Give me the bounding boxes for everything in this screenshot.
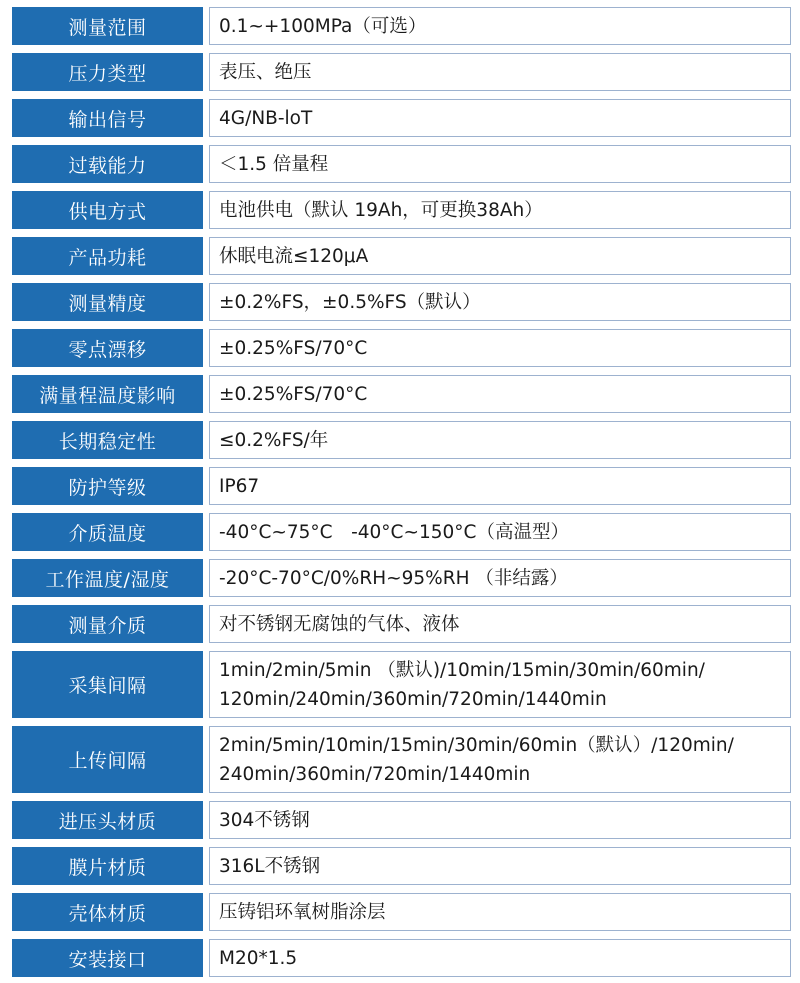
spec-table bbox=[12, 7, 791, 977]
spec-row-medium bbox=[12, 605, 791, 643]
spec-row-zero-drift bbox=[12, 329, 791, 367]
spec-row-upload-interval bbox=[12, 726, 791, 793]
spec-label: 安装接口 bbox=[12, 939, 203, 977]
spec-label: 零点漂移 bbox=[12, 329, 203, 367]
spec-value: 1min/2min/5min （默认)/10min/15min/30min/60min/ 120min/240min/360min/720min/1440min bbox=[209, 651, 791, 718]
spec-row-long-term-stability bbox=[12, 421, 791, 459]
spec-value: 2min/5min/10min/15min/30min/60min（默认）/120min/ 240min/360min/720min/1440min bbox=[209, 726, 791, 793]
spec-row-inlet-material bbox=[12, 801, 791, 839]
spec-value: 压铸铝环氧树脂涂层 bbox=[209, 893, 791, 931]
spec-label: 测量精度 bbox=[12, 283, 203, 321]
spec-value: 休眠电流≤120μA bbox=[209, 237, 791, 275]
spec-label: 壳体材质 bbox=[12, 893, 203, 931]
spec-row-power-supply bbox=[12, 191, 791, 229]
spec-value: IP67 bbox=[209, 467, 791, 505]
spec-value: 电池供电（默认 19Ah，可更换38Ah） bbox=[209, 191, 791, 229]
spec-label: 过载能力 bbox=[12, 145, 203, 183]
spec-row-measuring-range bbox=[12, 7, 791, 45]
spec-label: 长期稳定性 bbox=[12, 421, 203, 459]
spec-value: -40°C~75°C -40°C~150°C（高温型） bbox=[209, 513, 791, 551]
spec-label: 膜片材质 bbox=[12, 847, 203, 885]
spec-value: 对不锈钢无腐蚀的气体、液体 bbox=[209, 605, 791, 643]
spec-label: 输出信号 bbox=[12, 99, 203, 137]
spec-label: 测量范围 bbox=[12, 7, 203, 45]
spec-label: 介质温度 bbox=[12, 513, 203, 551]
spec-value: 316L不锈钢 bbox=[209, 847, 791, 885]
spec-value: ≤0.2%FS/年 bbox=[209, 421, 791, 459]
spec-value: 4G/NB-loT bbox=[209, 99, 791, 137]
spec-row-medium-temp bbox=[12, 513, 791, 551]
spec-row-accuracy bbox=[12, 283, 791, 321]
spec-value: 表压、绝压 bbox=[209, 53, 791, 91]
spec-label: 压力类型 bbox=[12, 53, 203, 91]
spec-value: -20°C-70°C/0%RH~95%RH （非结露） bbox=[209, 559, 791, 597]
spec-label: 产品功耗 bbox=[12, 237, 203, 275]
spec-row-working-temp bbox=[12, 559, 791, 597]
spec-row-pressure-type bbox=[12, 53, 791, 91]
spec-row-full-scale-temp bbox=[12, 375, 791, 413]
spec-label: 测量介质 bbox=[12, 605, 203, 643]
spec-label: 供电方式 bbox=[12, 191, 203, 229]
spec-value: M20*1.5 bbox=[209, 939, 791, 977]
spec-value: ＜1.5 倍量程 bbox=[209, 145, 791, 183]
spec-value: 0.1~+100MPa（可选） bbox=[209, 7, 791, 45]
spec-label: 满量程温度影响 bbox=[12, 375, 203, 413]
spec-row-power-consumption bbox=[12, 237, 791, 275]
spec-row-housing-material bbox=[12, 893, 791, 931]
spec-label: 工作温度/湿度 bbox=[12, 559, 203, 597]
spec-row-mounting-interface bbox=[12, 939, 791, 977]
spec-value: ±0.25%FS/70°C bbox=[209, 375, 791, 413]
spec-label: 采集间隔 bbox=[12, 651, 203, 718]
spec-row-collection-interval bbox=[12, 651, 791, 718]
spec-row-diaphragm-material bbox=[12, 847, 791, 885]
spec-label: 进压头材质 bbox=[12, 801, 203, 839]
spec-row-output-signal bbox=[12, 99, 791, 137]
spec-value: 304不锈钢 bbox=[209, 801, 791, 839]
spec-value: ±0.25%FS/70°C bbox=[209, 329, 791, 367]
spec-row-overload bbox=[12, 145, 791, 183]
spec-label: 防护等级 bbox=[12, 467, 203, 505]
spec-label: 上传间隔 bbox=[12, 726, 203, 793]
spec-value: ±0.2%FS，±0.5%FS（默认） bbox=[209, 283, 791, 321]
spec-row-protection bbox=[12, 467, 791, 505]
